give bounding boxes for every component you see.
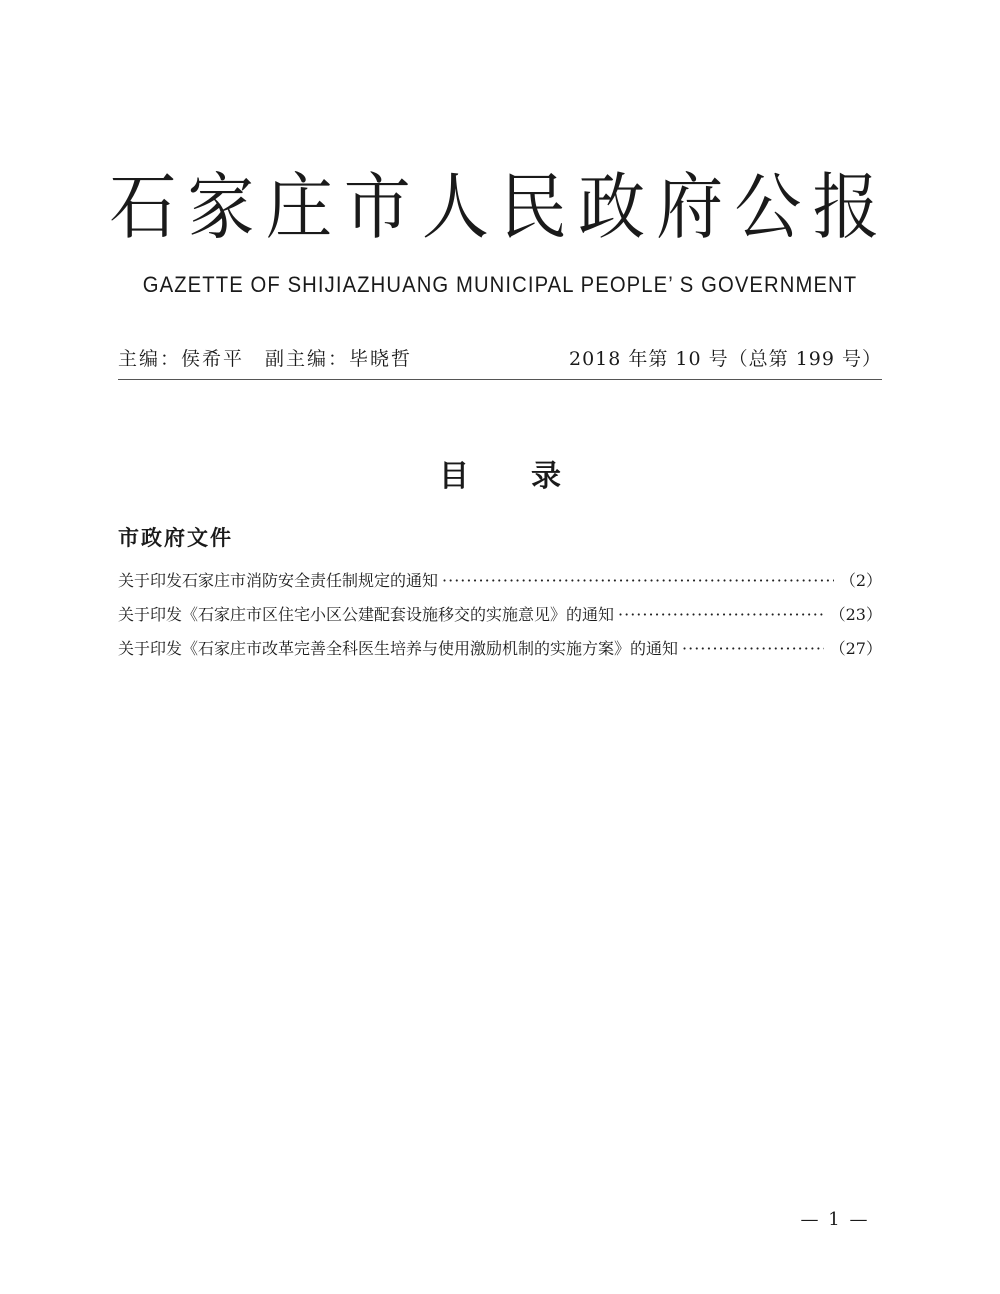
masthead-subtitle: GAZETTE OF SHIJIAZHUANG MUNICIPAL PEOPLE’ S GOVERNMENT [142,272,858,297]
editor-line [118,343,882,375]
header-divider [118,379,882,380]
toc-item-page: （2） [839,571,882,590]
section-heading: 市政府文件 [118,526,233,550]
toc-item-title: 关于印发《石家庄市改革完善全科医生培养与使用激励机制的实施方案》的通知 [118,639,679,658]
toc-item-leader [682,632,824,666]
toc-item-title: 关于印发石家庄市消防安全责任制规定的通知 [118,571,439,590]
issue-number: 2018 年第 10 号（总第 199 号） [569,348,882,370]
toc-title: 目录 [439,459,623,494]
toc-item[interactable] [118,632,882,666]
toc-list [118,564,882,666]
editors-text: 主编：侯希平 副主编：毕晓哲 [118,348,413,370]
toc-item-page: （27） [829,639,882,658]
toc-item[interactable] [118,598,882,632]
page-number: — 1 — [800,1209,870,1230]
toc-item-leader [618,598,824,632]
toc-item-page: （23） [829,605,882,624]
toc-item-title: 关于印发《石家庄市区住宅小区公建配套设施移交的实施意见》的通知 [118,605,615,624]
masthead-title: 石家庄市人民政府公报 [109,165,891,249]
toc-item-leader [442,564,834,598]
toc-item[interactable] [118,564,882,598]
